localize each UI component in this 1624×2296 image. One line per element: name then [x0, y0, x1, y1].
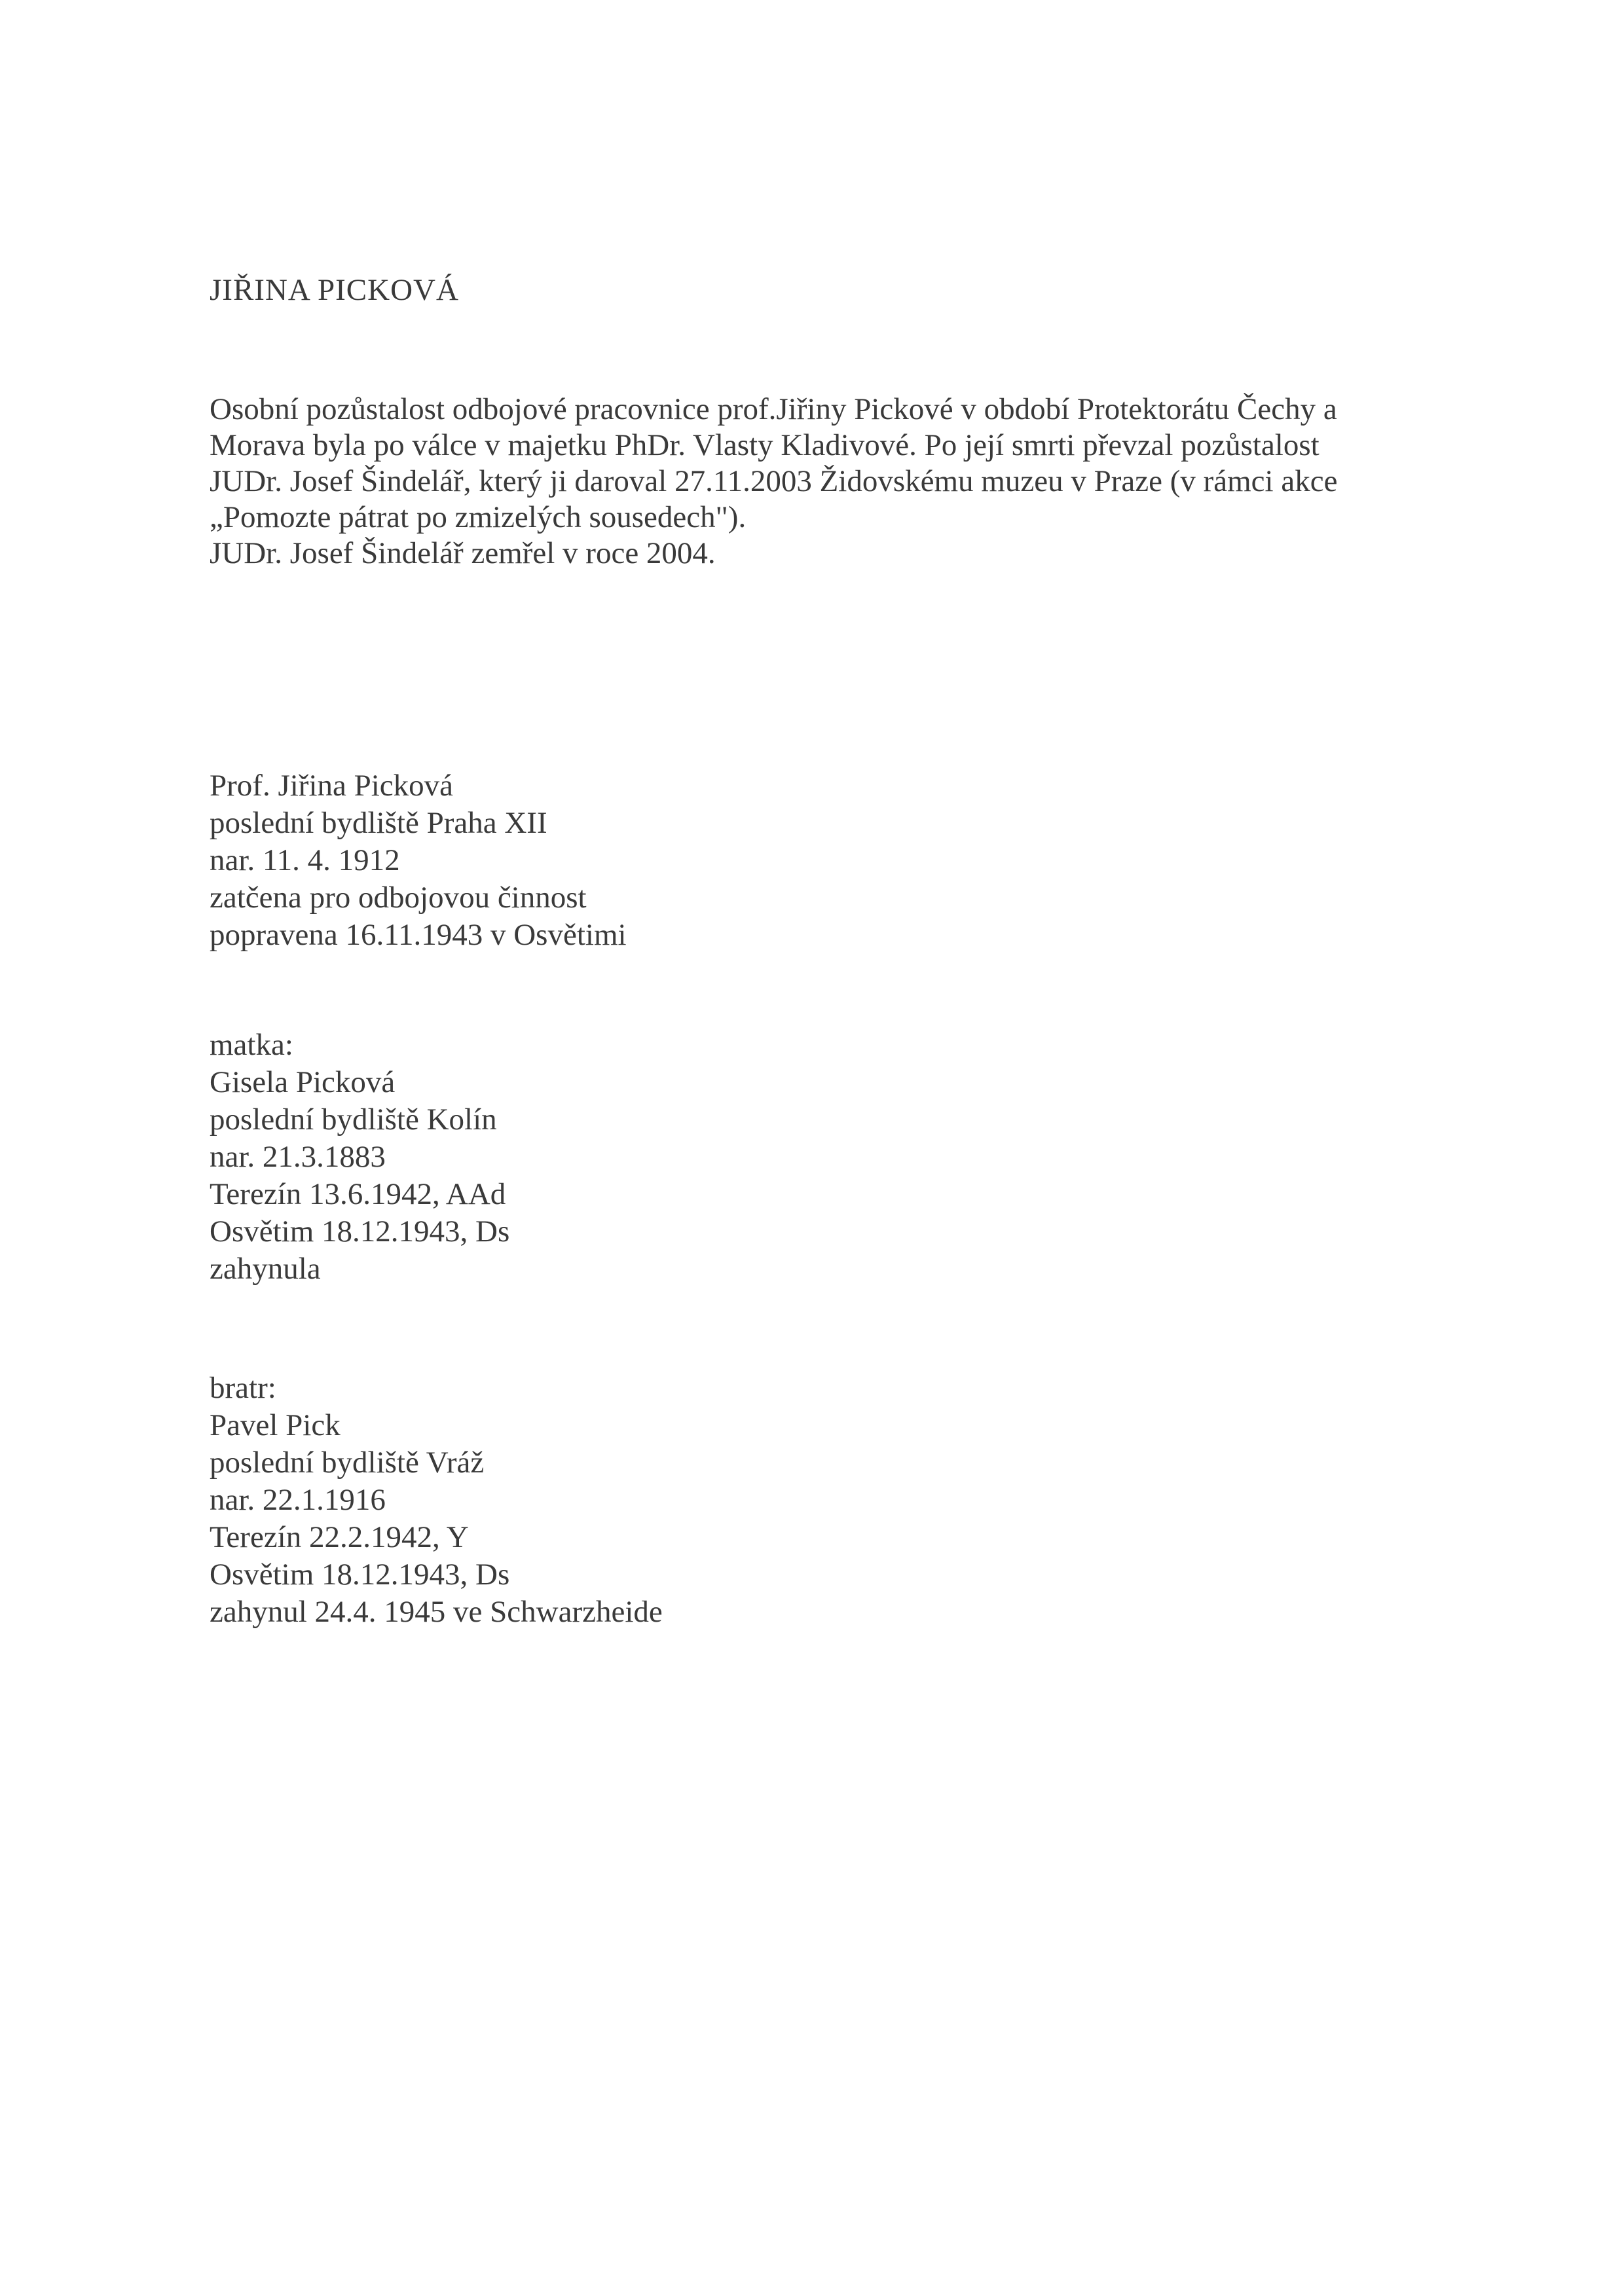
arrest-note: zatčena pro odbojovou činnost: [210, 881, 587, 915]
intro-paragraph: [210, 392, 1454, 572]
person-name: Gisela Picková: [210, 1065, 396, 1099]
relation-label: matka:: [210, 1028, 293, 1062]
birth-date: nar. 21.3.1883: [210, 1140, 386, 1174]
relation-label: bratr:: [210, 1371, 276, 1405]
auschwitz-transport: Osvětim 18.12.1943, Ds: [210, 1558, 510, 1592]
person-name: Pavel Pick: [210, 1408, 341, 1442]
page-title: JIŘINA PICKOVÁ: [210, 273, 459, 307]
last-residence: poslední bydliště Kolín: [210, 1102, 497, 1137]
brother-record: [210, 1370, 663, 1631]
last-residence: poslední bydliště Praha XII: [210, 806, 547, 840]
intro-line: Morava byla po válce v majetku PhDr. Vlasty Kladivové. Po její smrti převzal pozůstalost: [210, 428, 1320, 462]
intro-line: JUDr. Josef Šindelář zemřel v roce 2004.: [210, 536, 716, 570]
intro-line: „Pomozte pátrat po zmizelých sousedech").: [210, 500, 747, 534]
intro-line: JUDr. Josef Šindelář, který ji daroval 27.11.2003 Židovskému muzeu v Praze (v rámci akce: [210, 464, 1338, 498]
terezin-transport: Terezín 13.6.1942, AAd: [210, 1177, 506, 1211]
jirina-record: [210, 767, 627, 954]
person-name: Prof. Jiřina Picková: [210, 769, 454, 803]
intro-line: Osobní pozůstalost odbojové pracovnice prof.Jiřiny Pickové v období Protektorátu Čechy a: [210, 392, 1337, 426]
terezin-transport: Terezín 22.2.1942, Y: [210, 1520, 469, 1554]
last-residence: poslední bydliště Vráž: [210, 1446, 485, 1480]
fate-note: popravena 16.11.1943 v Osvětimi: [210, 918, 627, 952]
birth-date: nar. 11. 4. 1912: [210, 843, 400, 877]
auschwitz-transport: Osvětim 18.12.1943, Ds: [210, 1214, 510, 1248]
fate-note: zahynula: [210, 1252, 321, 1286]
birth-date: nar. 22.1.1916: [210, 1483, 386, 1517]
fate-note: zahynul 24.4. 1945 ve Schwarzheide: [210, 1595, 663, 1629]
mother-record: [210, 1027, 509, 1288]
